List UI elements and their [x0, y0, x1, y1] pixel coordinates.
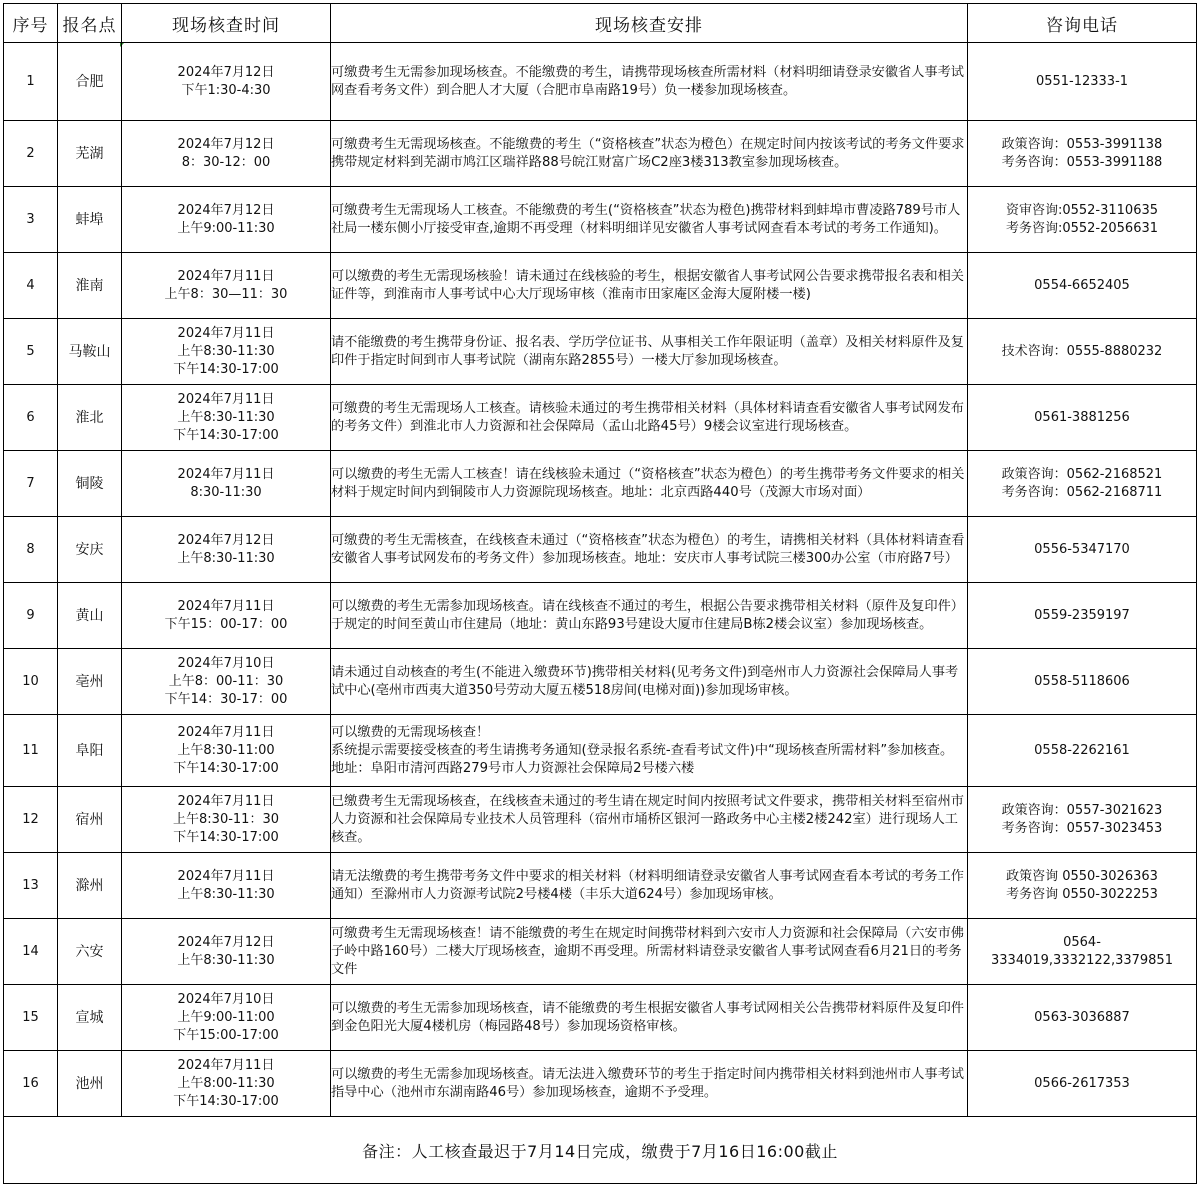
registration-site: 淮北: [58, 385, 122, 451]
row-number: 4: [4, 253, 58, 319]
table-row: [4, 853, 1197, 919]
review-time-line: 2024年7月10日: [177, 655, 275, 671]
consult-phone: [968, 451, 1197, 517]
review-time-line: 下午15：00-17：00: [164, 616, 288, 632]
review-time-line: 2024年7月10日: [177, 991, 275, 1007]
arrangement-line: 系统提示需要接受核查的考生请携考务通知(登录报名系统-查看考试文件)中“现场核查所需材料”参加核查。: [331, 742, 954, 758]
review-time: [122, 253, 331, 319]
review-arrangement: 可缴费考生无需现场核查！请不能缴费的考生在规定时间携带材料到六安市人力资源和社会保障局（六安市佛子岭中路160号）二楼大厅现场核查，逾期不再受理。所需材料请登录安徽省人事考试网查看6月21日的考务文件: [331, 919, 968, 985]
registration-site: 淮南: [58, 253, 122, 319]
review-time-line: 下午14:30-17:00: [173, 427, 279, 443]
consult-phone: [968, 517, 1197, 583]
review-time-line: 8:30-11:30: [190, 484, 262, 500]
review-arrangement: 可以缴费的考生无需参加现场核查。请无法进入缴费环节的考生于指定时间内携带相关材料到池州市人事考试指导中心（池州市东湖南路46号）参加现场核查，逾期不予受理。: [331, 1051, 968, 1117]
registration-site: 池州: [58, 1051, 122, 1117]
table-row: [4, 787, 1197, 853]
phone-line: 0561-3881256: [1034, 409, 1130, 425]
review-arrangement: 可缴费的考生无需现场人工核查。请核验未通过的考生携带相关材料（具体材料请查看安徽省人事考试网发布的考务文件）到淮北市人力资源和社会保障局（孟山北路45号）9楼会议室进行现场核查。: [331, 385, 968, 451]
row-number: 14: [4, 919, 58, 985]
review-time-line: 下午14:30-17:00: [173, 760, 279, 776]
registration-site: 芜湖: [58, 121, 122, 187]
review-time-line: 2024年7月11日: [177, 598, 275, 614]
phone-line: 政策咨询：0553-3991138: [1001, 136, 1163, 152]
review-time-line: 2024年7月11日: [177, 466, 275, 482]
header-time: 现场核查时间: [122, 4, 331, 43]
consult-phone: [968, 43, 1197, 121]
consult-phone: [968, 385, 1197, 451]
review-time-line: 2024年7月11日: [177, 325, 275, 341]
row-number: 1: [4, 43, 58, 121]
review-time-line: 上午8：00-11：30: [168, 673, 284, 689]
review-time-line: 2024年7月12日: [177, 934, 275, 950]
phone-line: 0566-2617353: [1034, 1075, 1130, 1091]
review-time: [122, 715, 331, 787]
phone-line: 考务咨询：0557-3023453: [1001, 820, 1163, 836]
table-row: [4, 121, 1197, 187]
table-row: [4, 253, 1197, 319]
consult-phone: [968, 787, 1197, 853]
table-row: [4, 451, 1197, 517]
review-time-line: 上午8:30-11:00: [177, 742, 275, 758]
registration-site: 黄山: [58, 583, 122, 649]
registration-site: 六安: [58, 919, 122, 985]
header-row: [4, 4, 1197, 43]
review-time: [122, 787, 331, 853]
review-arrangement: [331, 715, 968, 787]
review-time-line: 2024年7月11日: [177, 391, 275, 407]
table-row: [4, 517, 1197, 583]
phone-line: 资审咨询:0552-3110635: [1005, 202, 1159, 218]
review-arrangement: 请未通过自动核查的考生(不能进入缴费环节)携带相关材料(见考务文件)到亳州市人力资源社会保障局人事考试中心(亳州市西夷大道350号劳动大厦五楼518房间(电梯对面))参加现场审核。: [331, 649, 968, 715]
phone-line: 0564-: [1063, 934, 1101, 950]
review-time: [122, 319, 331, 385]
review-arrangement: 可以缴费的考生无需参加现场核查。请在线核查不通过的考生，根据公告要求携带相关材料（原件及复印件）于规定的时间至黄山市住建局（地址：黄山东路93号建设大厦市住建局B栋2楼会议室）参加现场核查。: [331, 583, 968, 649]
phone-line: 考务咨询：0553-3991188: [1001, 154, 1163, 170]
registration-site: 阜阳: [58, 715, 122, 787]
review-time-line: 上午8:30-11:30: [177, 952, 275, 968]
registration-site: 宿州: [58, 787, 122, 853]
review-time-line: 2024年7月12日: [177, 532, 275, 548]
row-number: 2: [4, 121, 58, 187]
review-time-line: 下午14:30-17:00: [173, 1093, 279, 1109]
table-row: [4, 919, 1197, 985]
review-arrangement: 可缴费考生无需现场核查。不能缴费的考生（“资格核查”状态为橙色）在规定时间内按该考试的考务文件要求携带规定材料到芜湖市鸠江区瑞祥路88号皖江财富广场C2座3楼313教室参加现场核查。: [331, 121, 968, 187]
table-row: [4, 649, 1197, 715]
review-arrangement: 可以缴费的考生无需现场核验！请未通过在线核验的考生，根据安徽省人事考试网公告要求携带报名表和相关证件等，到淮南市人事考试中心大厅现场审核（淮南市田家庵区金海大厦附楼一楼): [331, 253, 968, 319]
review-time: [122, 649, 331, 715]
review-time-line: 下午1:30-4:30: [181, 82, 271, 98]
phone-line: 政策咨询：0557-3021623: [1001, 802, 1163, 818]
arrangement-line: 地址：阜阳市清河西路279号市人力资源社会保障局2号楼六楼: [331, 760, 695, 776]
review-time-line: 2024年7月12日: [177, 202, 275, 218]
review-time: [122, 517, 331, 583]
registration-site: 亳州: [58, 649, 122, 715]
registration-site: 安庆: [58, 517, 122, 583]
registration-site: 滁州: [58, 853, 122, 919]
review-time-line: 下午14:30-17:00: [173, 829, 279, 845]
review-time-line: 下午14：30-17：00: [164, 691, 288, 707]
review-time: [122, 385, 331, 451]
review-arrangement: 可缴费考生无需参加现场核查。不能缴费的考生，请携带现场核查所需材料（材料明细请登录安徽省人事考试网查看考务文件）到合肥人才大厦（合肥市阜南路19号）负一楼参加现场核查。: [331, 43, 968, 121]
header-no: 序号: [4, 4, 58, 43]
row-number: 9: [4, 583, 58, 649]
review-time: [122, 853, 331, 919]
review-arrangement: 已缴费考生无需现场核查，在线核查未通过的考生请在规定时间内按照考试文件要求，携带相关材料至宿州市人力资源和社会保障局专业技术人员管理科（宿州市埇桥区银河一路政务中心主楼2楼242室）进行现场人工核查。: [331, 787, 968, 853]
note-row: [4, 1117, 1197, 1184]
review-time-line: 上午8:30-11:30: [177, 409, 275, 425]
table-row: [4, 583, 1197, 649]
phone-line: 考务咨询 0550-3022253: [1006, 886, 1158, 902]
row-number: 11: [4, 715, 58, 787]
phone-line: 0558-5118606: [1034, 673, 1130, 689]
registration-site: 蚌埠: [58, 187, 122, 253]
review-time-line: 上午8:00-11:30: [177, 1075, 275, 1091]
consult-phone: [968, 715, 1197, 787]
review-time-line: 上午8:30-11:30: [177, 886, 275, 902]
consult-phone: [968, 121, 1197, 187]
phone-line: 0563-3036887: [1034, 1009, 1130, 1025]
table-row: [4, 985, 1197, 1051]
review-time-line: 上午9:00-11:30: [177, 220, 275, 236]
review-time-line: 2024年7月11日: [177, 268, 275, 284]
registration-site: 铜陵: [58, 451, 122, 517]
review-time-line: 2024年7月11日: [177, 793, 275, 809]
review-time: [122, 1051, 331, 1117]
remark-note: 备注：人工核查最迟于7月14日完成，缴费于7月16日16:00截止: [4, 1117, 1197, 1184]
registration-site: 宣城: [58, 985, 122, 1051]
arrangement-line: 可以缴费的无需现场核查！: [331, 724, 490, 740]
consult-phone: [968, 853, 1197, 919]
consult-phone: [968, 253, 1197, 319]
phone-line: 技术咨询：0555-8880232: [1001, 343, 1163, 359]
row-number: 12: [4, 787, 58, 853]
phone-line: 0558-2262161: [1034, 742, 1130, 758]
review-time: [122, 43, 331, 121]
phone-line: 3334019,3332122,3379851: [991, 952, 1173, 968]
review-arrangement: 可以缴费的考生无需参加现场核查，请不能缴费的考生根据安徽省人事考试网相关公告携带材料原件及复印件到金色阳光大厦4楼机房（梅园路48号）参加现场资格审核。: [331, 985, 968, 1051]
row-number: 8: [4, 517, 58, 583]
review-time-line: 8：30-12：00: [181, 154, 271, 170]
onsite-review-schedule-table: [3, 3, 1197, 1184]
consult-phone: [968, 919, 1197, 985]
row-number: 13: [4, 853, 58, 919]
review-arrangement: 请不能缴费的考生携带身份证、报名表、学历学位证书、从事相关工作年限证明（盖章）及相关材料原件及复印件于指定时间到市人事考试院（湖南东路2855号）一楼大厅参加现场核查。: [331, 319, 968, 385]
review-time: [122, 583, 331, 649]
review-time: [122, 451, 331, 517]
phone-line: 考务咨询：0562-2168711: [1001, 484, 1163, 500]
review-arrangement: 可以缴费的考生无需人工核查！请在线核验未通过（“资格核查”状态为橙色）的考生携带考务文件要求的相关材料于规定时间内到铜陵市人力资源院现场核查。地址：北京西路440号（茂源大市场对面）: [331, 451, 968, 517]
review-time-line: 下午15:00-17:00: [173, 1027, 279, 1043]
table-row: [4, 715, 1197, 787]
table-row: [4, 385, 1197, 451]
consult-phone: [968, 583, 1197, 649]
consult-phone: [968, 649, 1197, 715]
review-time-line: 2024年7月11日: [177, 1057, 275, 1073]
row-number: 10: [4, 649, 58, 715]
consult-phone: [968, 319, 1197, 385]
review-time: [122, 187, 331, 253]
row-number: 7: [4, 451, 58, 517]
phone-line: 考务咨询:0552-2056631: [1005, 220, 1159, 236]
row-number: 15: [4, 985, 58, 1051]
header-phone: 咨询电话: [968, 4, 1197, 43]
phone-line: 0556-5347170: [1034, 541, 1130, 557]
review-time-line: 2024年7月11日: [177, 724, 275, 740]
consult-phone: [968, 1051, 1197, 1117]
table-row: [4, 187, 1197, 253]
review-time: [122, 121, 331, 187]
review-time-line: 上午8:30-11:30: [177, 550, 275, 566]
review-time-line: 2024年7月12日: [177, 64, 275, 80]
phone-line: 政策咨询 0550-3026363: [1006, 868, 1158, 884]
phone-line: 0559-2359197: [1034, 607, 1130, 623]
review-time-line: 上午8:30-11：30: [173, 811, 279, 827]
phone-line: 0554-6652405: [1034, 277, 1130, 293]
row-number: 3: [4, 187, 58, 253]
review-time-line: 上午9:00-11:00: [177, 1009, 275, 1025]
header-site: 报名点: [58, 4, 122, 43]
review-time-line: 上午8:30-11:30: [177, 343, 275, 359]
review-time: [122, 919, 331, 985]
phone-line: 政策咨询：0562-2168521: [1001, 466, 1163, 482]
table-row: [4, 1051, 1197, 1117]
consult-phone: [968, 187, 1197, 253]
review-arrangement: 请无法缴费的考生携带考务文件中要求的相关材料（材料明细请登录安徽省人事考试网查看本考试的考务工作通知）至滁州市人力资源考试院2号楼4楼（丰乐大道624号）参加现场审核。: [331, 853, 968, 919]
table-row: [4, 319, 1197, 385]
header-arrangement: 现场核查安排: [331, 4, 968, 43]
table-row: [4, 43, 1197, 121]
row-number: 5: [4, 319, 58, 385]
review-time: [122, 985, 331, 1051]
consult-phone: [968, 985, 1197, 1051]
review-arrangement: 可缴费的考生无需核查，在线核查未通过（“资格核查”状态为橙色）的考生，请携相关材料（具体材料请查看安徽省人事考试网发布的考务文件）参加现场核查。地址：安庆市人事考试院三楼300办公室（市府路7号）: [331, 517, 968, 583]
review-time-line: 2024年7月11日: [177, 868, 275, 884]
phone-line: 0551-12333-1: [1035, 73, 1129, 89]
registration-site: 马鞍山: [58, 319, 122, 385]
review-time-line: 2024年7月12日: [177, 136, 275, 152]
review-arrangement: 可缴费考生无需现场人工核查。不能缴费的考生(“资格核查”状态为橙色)携带材料到蚌埠市曹凌路789号市人社局一楼东侧小厅接受审查,逾期不再受理（材料明细详见安徽省人事考试网查看本考试的考务工作通知)。: [331, 187, 968, 253]
row-number: 6: [4, 385, 58, 451]
row-number: 16: [4, 1051, 58, 1117]
registration-site: 合肥: [58, 43, 122, 121]
review-time-line: 上午8：30—11：30: [164, 286, 288, 302]
review-time-line: 下午14:30-17:00: [173, 361, 279, 377]
